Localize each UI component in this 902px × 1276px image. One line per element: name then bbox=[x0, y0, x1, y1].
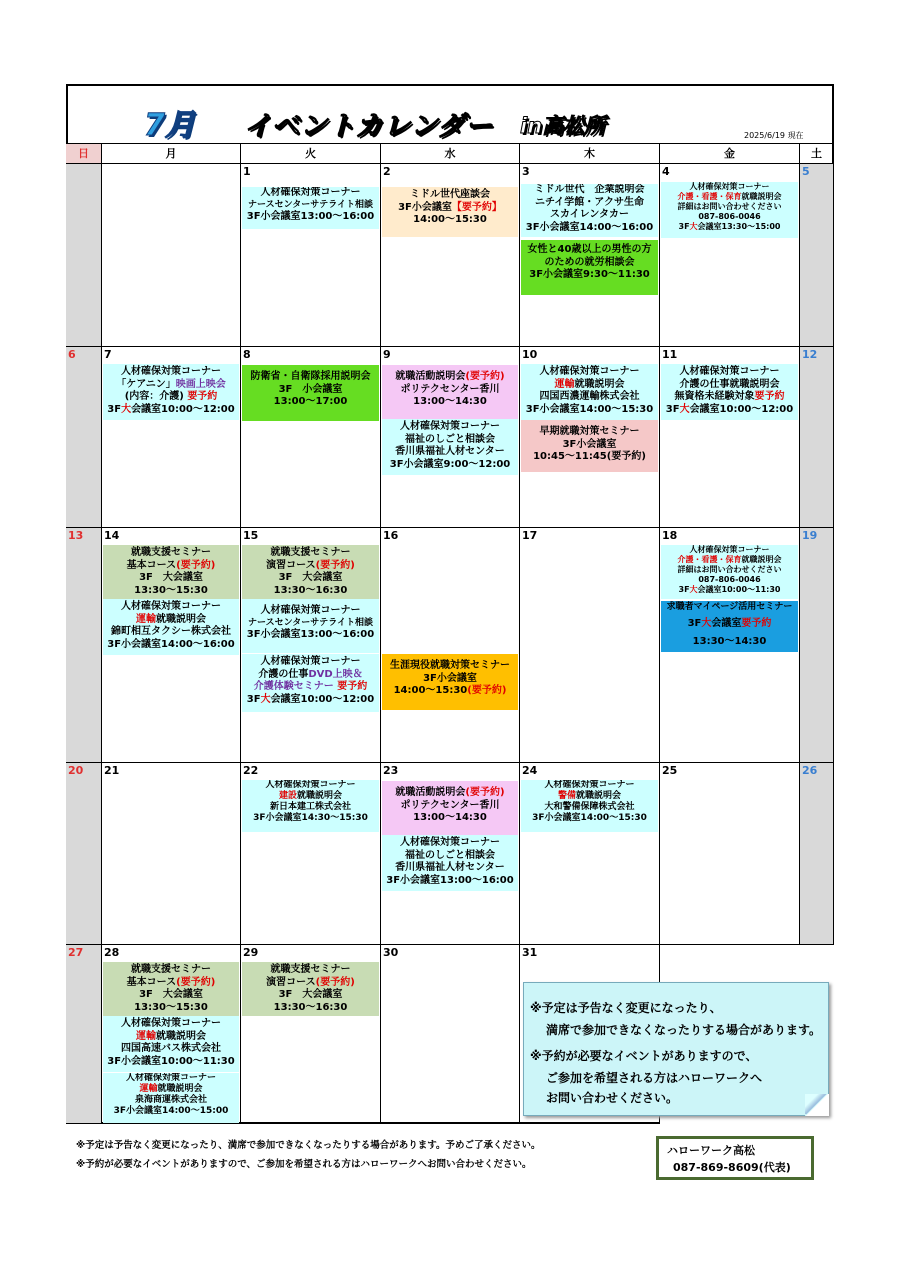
day-cell-17[interactable] bbox=[520, 528, 660, 763]
day-number: 18 bbox=[662, 529, 678, 542]
day-cell-7[interactable] bbox=[102, 347, 241, 528]
day-number: 3 bbox=[522, 165, 530, 178]
day-number: 15 bbox=[243, 529, 259, 542]
event-middle-roundtable[interactable]: ミドル世代座談会 3F小会議室【要予約】 14:00～15:30 bbox=[382, 187, 518, 237]
day-cell-30[interactable] bbox=[381, 945, 520, 1124]
event-women-over40-consultation[interactable]: 女性と40歳以上の男性の方 のための就労相談会 3F小会議室9:30～11:30 bbox=[521, 240, 658, 295]
day-number: 27 bbox=[68, 946, 84, 959]
weekday-tue: 火 bbox=[241, 144, 381, 164]
weekday-sat: 土 bbox=[800, 144, 834, 164]
event-taxi-briefing[interactable]: 人材確保対策コーナー 運輸就職説明会 錦町相互タクシー株式会社 3F小会議室14:00～16:00 bbox=[103, 599, 239, 655]
footer-note-2: ※予約が必要なイベントがありますので、ご参加を希望される方はハローワークへお問い合わせください。 bbox=[76, 1159, 532, 1170]
day-number: 13 bbox=[68, 529, 84, 542]
day-number: 25 bbox=[662, 764, 678, 777]
day-number: 26 bbox=[802, 764, 818, 777]
day-number: 4 bbox=[662, 165, 670, 178]
day-cell-4[interactable] bbox=[660, 164, 800, 347]
day-cell-28[interactable] bbox=[102, 945, 241, 1124]
event-shipping-briefing[interactable]: 人材確保対策コーナー 運輸就職説明会 泉海商運株式会社 3F小会議室14:00～15:00 bbox=[103, 1073, 239, 1123]
weekday-wed: 水 bbox=[381, 144, 520, 164]
location-title: in高松所 bbox=[520, 114, 606, 138]
event-sdf-recruitment[interactable]: 防衛省・自衛隊採用説明会 3F 小会議室 13:00～17:00 bbox=[242, 365, 379, 421]
day-cell-6 bbox=[66, 347, 102, 528]
day-cell-29[interactable] bbox=[241, 945, 381, 1124]
event-lifelong-career-seminar[interactable]: 生涯現役就職対策セミナー 3F小会議室 14:00～15:30(要予約) bbox=[382, 654, 518, 710]
day-number: 23 bbox=[383, 764, 399, 777]
event-middle-company-briefing[interactable]: ミドル世代 企業説明会 ニチイ学館・アクサ生命 スカイレンタカー 3F小会議室14:00～16:00 bbox=[521, 184, 658, 237]
day-cell-25[interactable] bbox=[660, 763, 800, 945]
day-number: 14 bbox=[104, 529, 120, 542]
day-cell-13 bbox=[66, 528, 102, 763]
day-number: 28 bbox=[104, 946, 120, 959]
day-number: 10 bbox=[522, 348, 538, 361]
event-job-hunting-briefing[interactable]: 就職活動説明会(要予約) ポリテクセンター香川 13:00～14:30 bbox=[382, 365, 518, 421]
event-care-nursing-childcare-briefing[interactable]: 人材確保対策コーナー 介護・看護・保育就職説明会 詳細はお問い合わせください 087-806-0046 3F大会議室10:00～11:30 bbox=[661, 545, 798, 599]
event-nurse-satellite[interactable]: 人材確保対策コーナー ナースセンターサテライト相談 3F小会議室13:00～16:00 bbox=[242, 599, 379, 653]
day-cell-9[interactable] bbox=[381, 347, 520, 528]
day-number: 16 bbox=[383, 529, 399, 542]
day-number: 7 bbox=[104, 348, 112, 361]
day-number: 29 bbox=[243, 946, 259, 959]
event-care-job-briefing[interactable]: 人材確保対策コーナー 介護の仕事就職説明会 無資格未経験対象要予約 3F大会議室10:00～12:00 bbox=[661, 364, 798, 420]
day-number: 20 bbox=[68, 764, 84, 777]
contact-box bbox=[656, 1136, 814, 1180]
day-number: 8 bbox=[243, 348, 251, 361]
day-number: 12 bbox=[802, 348, 818, 361]
event-carenin-movie[interactable]: 人材確保対策コーナー 「ケアニン」映画上映会 (内容：介護) 要予約 3F大会議室10:00～12:00 bbox=[103, 364, 239, 420]
day-number: 19 bbox=[802, 529, 818, 542]
day-cell-15[interactable] bbox=[241, 528, 381, 763]
page-curl bbox=[805, 1094, 829, 1116]
day-number: 17 bbox=[522, 529, 538, 542]
day-cell-20 bbox=[66, 763, 102, 945]
day-cell-12 bbox=[800, 347, 834, 528]
weekday-mon: 月 bbox=[102, 144, 241, 164]
day-cell-21[interactable] bbox=[102, 763, 241, 945]
day-cell-1[interactable] bbox=[241, 164, 381, 347]
day-cell-24[interactable] bbox=[520, 763, 660, 945]
day-number: 1 bbox=[243, 165, 251, 178]
day-number: 9 bbox=[383, 348, 391, 361]
day-number: 5 bbox=[802, 165, 810, 178]
day-cell-19 bbox=[800, 528, 834, 763]
event-job-support-basic[interactable]: 就職支援セミナー 基本コース(要予約) 3F 大会議室 13:30～15:30 bbox=[103, 962, 239, 1016]
day-cell-23[interactable] bbox=[381, 763, 520, 945]
day-number: 2 bbox=[383, 165, 391, 178]
weekday-fri: 金 bbox=[660, 144, 800, 164]
office-name: ハローワーク高松 bbox=[667, 1144, 755, 1157]
day-cell-11[interactable] bbox=[660, 347, 800, 528]
event-construction-briefing[interactable]: 人材確保対策コーナー 建設就職説明会 新日本建工株式会社 3F小会議室14:30～15:30 bbox=[242, 780, 379, 832]
event-care-nursing-childcare-briefing[interactable]: 人材確保対策コーナー 介護・看護・保育就職説明会 詳細はお問い合わせください 087-806-0046 3F大会議室13:30～15:00 bbox=[661, 182, 798, 238]
day-cell-18[interactable] bbox=[660, 528, 800, 763]
event-welfare-consultation[interactable]: 人材確保対策コーナー 福祉のしごと相談会 香川県福祉人材センター 3F小会議室13:00～16:00 bbox=[382, 835, 518, 891]
event-job-hunting-briefing[interactable]: 就職活動説明会(要予約) ポリテクセンター香川 13:00～14:30 bbox=[382, 781, 518, 837]
day-cell-16[interactable] bbox=[381, 528, 520, 763]
notice-sticky-note: ※予定は予告なく変更になったり、 満席で参加できなくなったりする場合があります。 ※予約が必要なイベントがありますので、 ご参加を希望される方はハローワークへ お問い合わせください。 bbox=[523, 982, 829, 1116]
footer-note-1: ※予定は予告なく変更になったり、満席で参加できなくなったりする場合があります。予めご了承ください。 bbox=[76, 1140, 541, 1151]
day-number: 6 bbox=[68, 348, 76, 361]
event-transport-briefing[interactable]: 人材確保対策コーナー 運輸就職説明会 四国西濃運輸株式会社 3F小会議室14:00～15:30 bbox=[521, 364, 658, 420]
day-cell-10[interactable] bbox=[520, 347, 660, 528]
day-number: 21 bbox=[104, 764, 120, 777]
day-cell-5 bbox=[800, 164, 834, 347]
day-cell-empty bbox=[66, 164, 102, 347]
day-number: 30 bbox=[383, 946, 399, 959]
day-number: 11 bbox=[662, 348, 678, 361]
event-bus-briefing[interactable]: 人材確保対策コーナー 運輸就職説明会 四国高速バス株式会社 3F小会議室10:00～11:30 bbox=[103, 1016, 239, 1072]
event-job-support-practice[interactable]: 就職支援セミナー 演習コース(要予約) 3F 大会議室 13:30～16:30 bbox=[242, 962, 379, 1016]
event-job-support-basic[interactable]: 就職支援セミナー 基本コース(要予約) 3F 大会議室 13:30～15:30 bbox=[103, 545, 239, 599]
page-title: イベントカレンダー bbox=[244, 111, 494, 142]
event-job-support-practice[interactable]: 就職支援セミナー 演習コース(要予約) 3F 大会議室 13:30～16:30 bbox=[242, 545, 379, 599]
event-staffing-corner[interactable]: 人材確保対策コーナー ナースセンターサテライト相談 3F小会議室13:00～16:00 bbox=[242, 187, 379, 229]
day-number: 22 bbox=[243, 764, 259, 777]
as-of-date: 2025/6/19 現在 bbox=[744, 131, 804, 140]
day-cell-8[interactable] bbox=[241, 347, 381, 528]
weekday-sun: 日 bbox=[66, 144, 102, 164]
day-cell-27 bbox=[66, 945, 102, 1124]
day-cell-2[interactable] bbox=[381, 164, 520, 347]
event-early-job-seminar[interactable]: 早期就職対策セミナー 3F小会議室 10:45～11:45(要予約) bbox=[521, 420, 658, 472]
day-number: 31 bbox=[522, 946, 538, 959]
day-number: 24 bbox=[522, 764, 538, 777]
event-welfare-consultation[interactable]: 人材確保対策コーナー 福祉のしごと相談会 香川県福祉人材センター 3F小会議室9:00～12:00 bbox=[382, 419, 518, 475]
event-security-briefing[interactable]: 人材確保対策コーナー 警備就職説明会 大和警備保障株式会社 3F小会議室14:00～15:30 bbox=[521, 780, 658, 832]
weekday-thu: 木 bbox=[520, 144, 660, 164]
event-care-dvd-seminar[interactable]: 人材確保対策コーナー 介護の仕事DVD上映＆ 介護体験セミナー 要予約 3F大会議室10:00～12:00 bbox=[242, 654, 379, 712]
day-cell-22[interactable] bbox=[241, 763, 381, 945]
day-cell-26 bbox=[800, 763, 834, 945]
day-cell-14[interactable] bbox=[102, 528, 241, 763]
day-cell-3[interactable] bbox=[520, 164, 660, 347]
day-cell-empty bbox=[102, 164, 241, 347]
month-title: 7月 bbox=[144, 108, 195, 143]
event-mypage-seminar[interactable]: 求職者マイページ活用セミナー 3F大会議室要予約 13:30～14:30 bbox=[661, 601, 798, 652]
office-phone: 087-869-8609(代表) bbox=[673, 1161, 791, 1174]
